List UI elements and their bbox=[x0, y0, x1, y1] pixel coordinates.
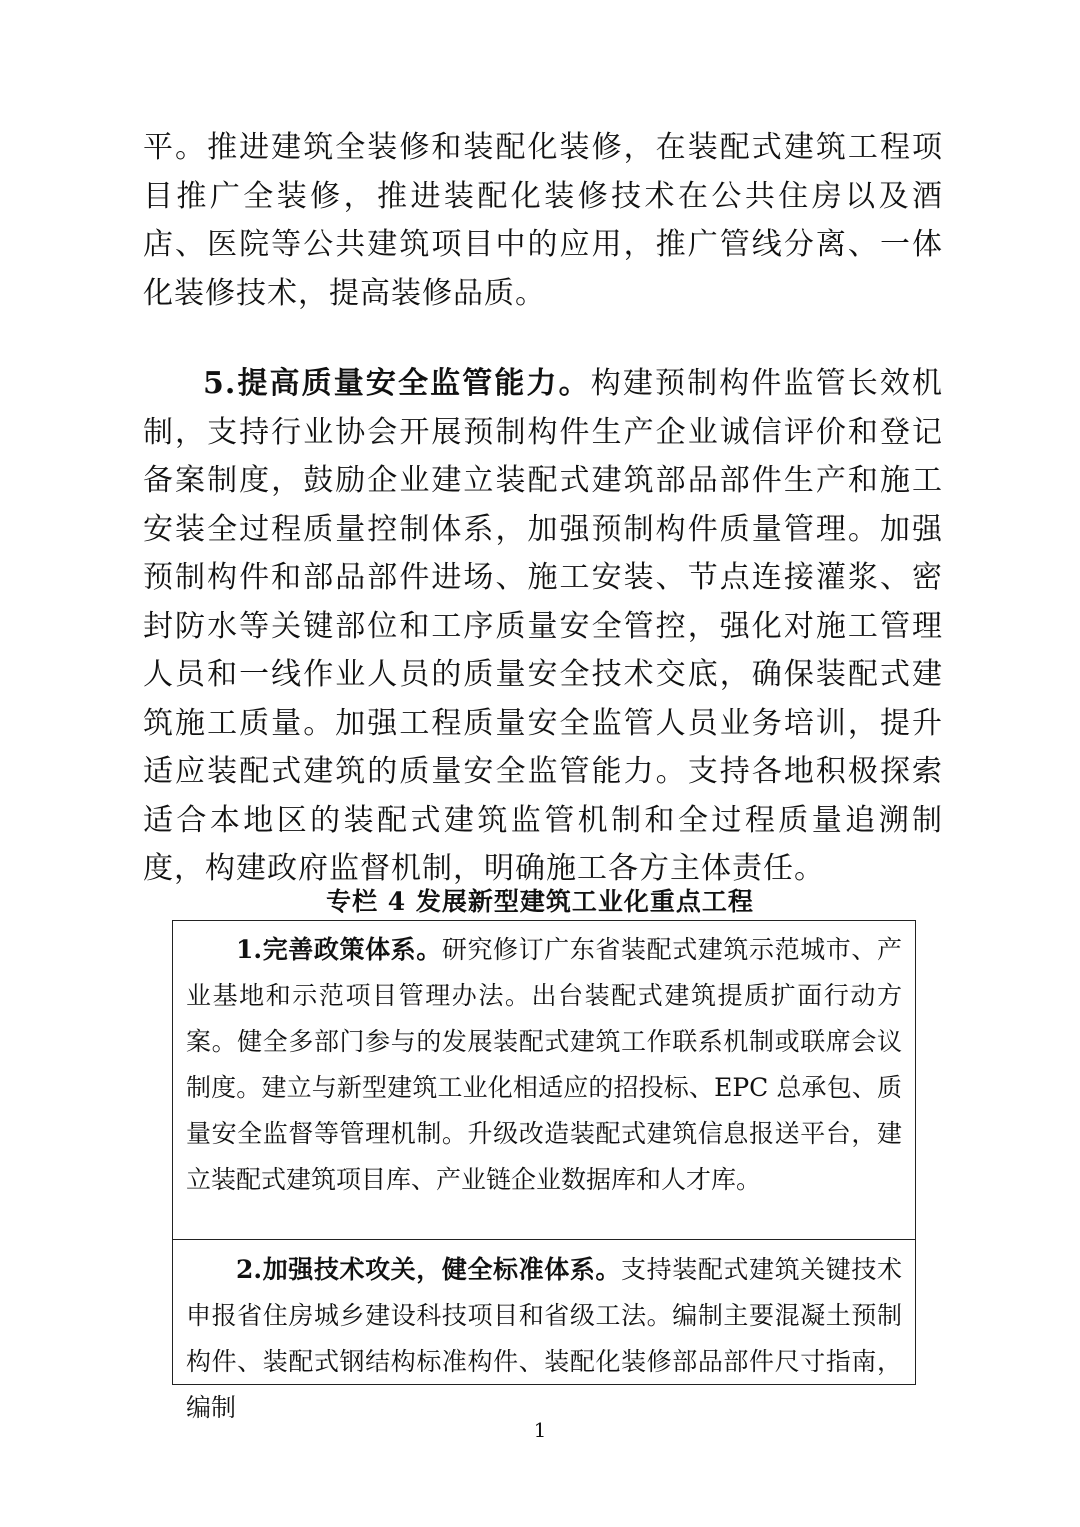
box-cell-1-heading: 1.完善政策体系。 bbox=[236, 935, 442, 964]
page-number: 1 bbox=[533, 1418, 547, 1442]
paragraph-continuation bbox=[143, 124, 943, 318]
box-divider bbox=[173, 1239, 915, 1240]
box-title: 专栏 4 发展新型建筑工业化重点工程 bbox=[326, 887, 754, 916]
box-cell-2 bbox=[173, 1241, 915, 1422]
paragraph-continuation-text: 平。推进建筑全装修和装配化装修，在装配式建筑工程项目推广全装修，推进装配化装修技术在公共住房以及酒店、医院等公共建筑项目中的应用，推广管线分离、一体化装修技术，提高装修品质。 bbox=[143, 130, 943, 311]
box-cell-2-heading: 2.加强技术攻关，健全标准体系。 bbox=[236, 1255, 622, 1284]
item-5-body: 构建预制构件监管长效机制，支持行业协会开展预制构件生产企业诚信评价和登记备案制度，鼓励企业建立装配式建筑部品部件生产和施工安装全过程质量控制体系，加强预制构件质量管理。加强预制构件和部品部件进场、施工安装、节点连接灌浆、密封防水等关键部位和工序质量安全管控，强化对施工管理人员和一线作业人员的质量安全技术交底，确保装配式建筑施工质量。加强工程质量安全监管人员业务培训，提升适应装配式建筑的质量安全监管能力。支持各地积极探索适合本地区的装配式建筑监管机制和全过程质量追溯制度，构建政府监督机制，明确施工各方主体责任。 bbox=[143, 366, 943, 886]
item-5-heading: 5.提高质量安全监管能力。 bbox=[203, 366, 591, 401]
box-cell-1-body: 研究修订广东省装配式建筑示范城市、产业基地和示范项目管理办法。出台装配式建筑提质扩面行动方案。健全多部门参与的发展装配式建筑工作联系机制或联席会议制度。建立与新型建筑工业化相适应的招投标、EPC 总承包、质量安全监督等管理机制。升级改造装配式建筑信息报送平台，建立装配式建筑项目库、产业链企业数据库和人才库。 bbox=[186, 935, 902, 1194]
box-cell-1 bbox=[173, 921, 915, 1245]
box-cell-2-body: 支持装配式建筑关键技术申报省住房城乡建设科技项目和省级工法。编制主要混凝土预制构件、装配式钢结构标准构件、装配化装修部品部件尺寸指南，编制 bbox=[186, 1255, 902, 1422]
paragraph-item-5 bbox=[143, 360, 943, 894]
key-projects-box bbox=[172, 920, 916, 1422]
